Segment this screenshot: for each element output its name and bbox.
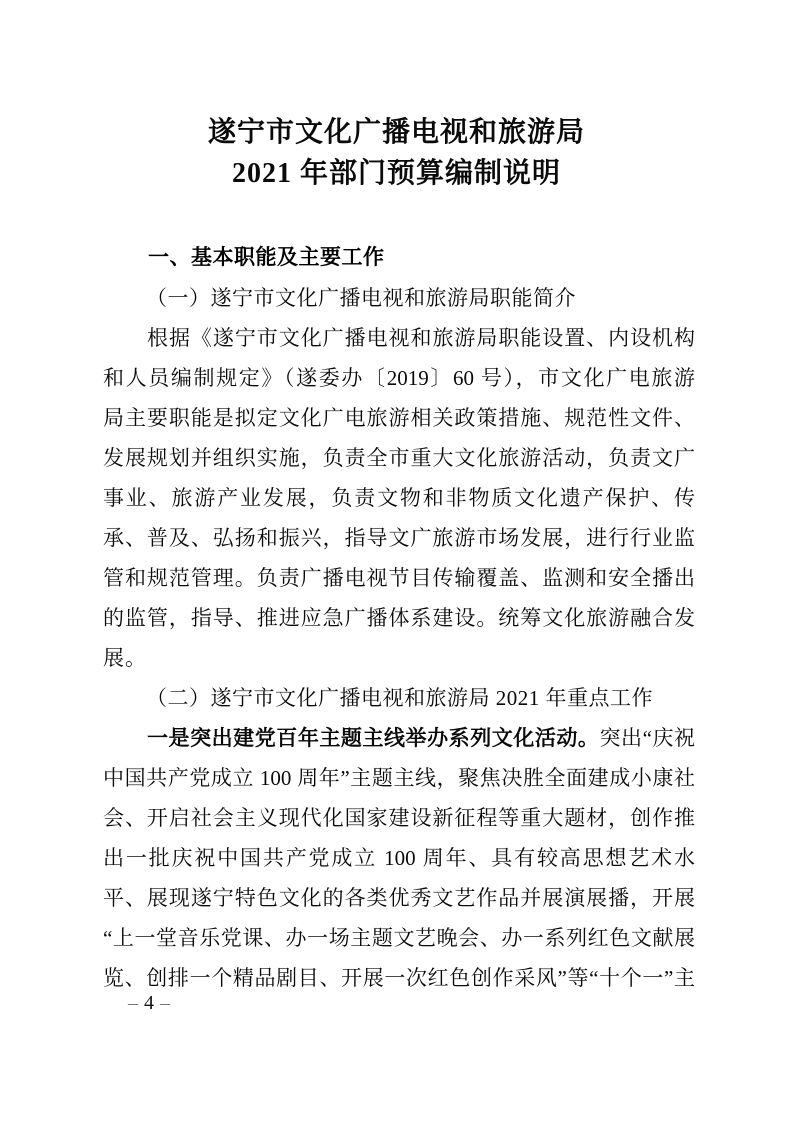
paragraph1-line: 和人员编制规定》（遂委办〔2019〕60 号），市文化广电旅游 [103,366,695,390]
paragraph1-line: 承、普及、弘扬和振兴，指导文广旅游市场发展，进行行业监 [103,526,695,550]
paragraph2-line: 出一批庆祝中国共产党成立 100 周年、具有较高思想艺术水 [103,846,695,870]
paragraph1-line: 事业、旅游产业发展，负责文物和非物质文化遗产保护、传 [103,486,695,510]
paragraph2-line: 平、展现遂宁特色文化的各类优秀文艺作品并展演展播，开展 [103,886,695,910]
paragraph2-bold-lead: 一是突出建党百年主题主线举办系列文化活动。 [147,727,600,750]
paragraph2-line: 中国共产党成立 100 周年”主题主线，聚焦决胜全面建成小康社 [103,766,695,790]
paragraph2-line1-rest: 突出“庆祝 [599,726,695,750]
page-number [122,990,176,1016]
document-title [0,112,793,194]
paragraph2-line: 会、开启社会主义现代化国家建设新征程等重大题材，创作推 [103,806,695,830]
section-heading-1: 一、基本职能及主要工作 [148,246,385,269]
paragraph1-line: 根据《遂宁市文化广播电视和旅游局职能设置、内设机构 [147,326,695,350]
subsection-heading-1: （一）遂宁市文化广播电视和旅游局职能简介 [146,286,576,310]
page-number-dash-right: – [160,992,170,1014]
doc-title-line2: 2021 年部门预算编制说明 [231,158,561,189]
page-number-value: 4 [144,992,154,1014]
paragraph1-line: 局主要职能是拟定文化广电旅游相关政策措施、规范性文件、 [103,406,695,430]
page-number-dash-left: – [128,992,138,1014]
doc-title-line1: 遂宁市文化广播电视和旅游局 [207,117,585,148]
paragraph2-line: 览、创排一个精品剧目、开展一次红色创作采风”等“十个一”主 [103,966,695,990]
paragraph2-line: “上一堂音乐党课、办一场主题文艺晚会、办一系列红色文献展 [103,926,695,950]
paragraph2-line [103,718,695,758]
paragraph1-last-line: 展。 [103,646,147,670]
document-body [103,238,695,998]
paragraph1-line: 发展规划并组织实施，负责全市重大文化旅游活动，负责文广 [103,446,695,470]
subsection-heading-2: （二）遂宁市文化广播电视和旅游局 2021 年重点工作 [146,686,653,710]
paragraph1-line: 管和规范管理。负责广播电视节目传输覆盖、监测和安全播出 [103,566,695,590]
paragraph1-line: 的监管，指导、推进应急广播体系建设。统筹文化旅游融合发 [103,606,695,630]
